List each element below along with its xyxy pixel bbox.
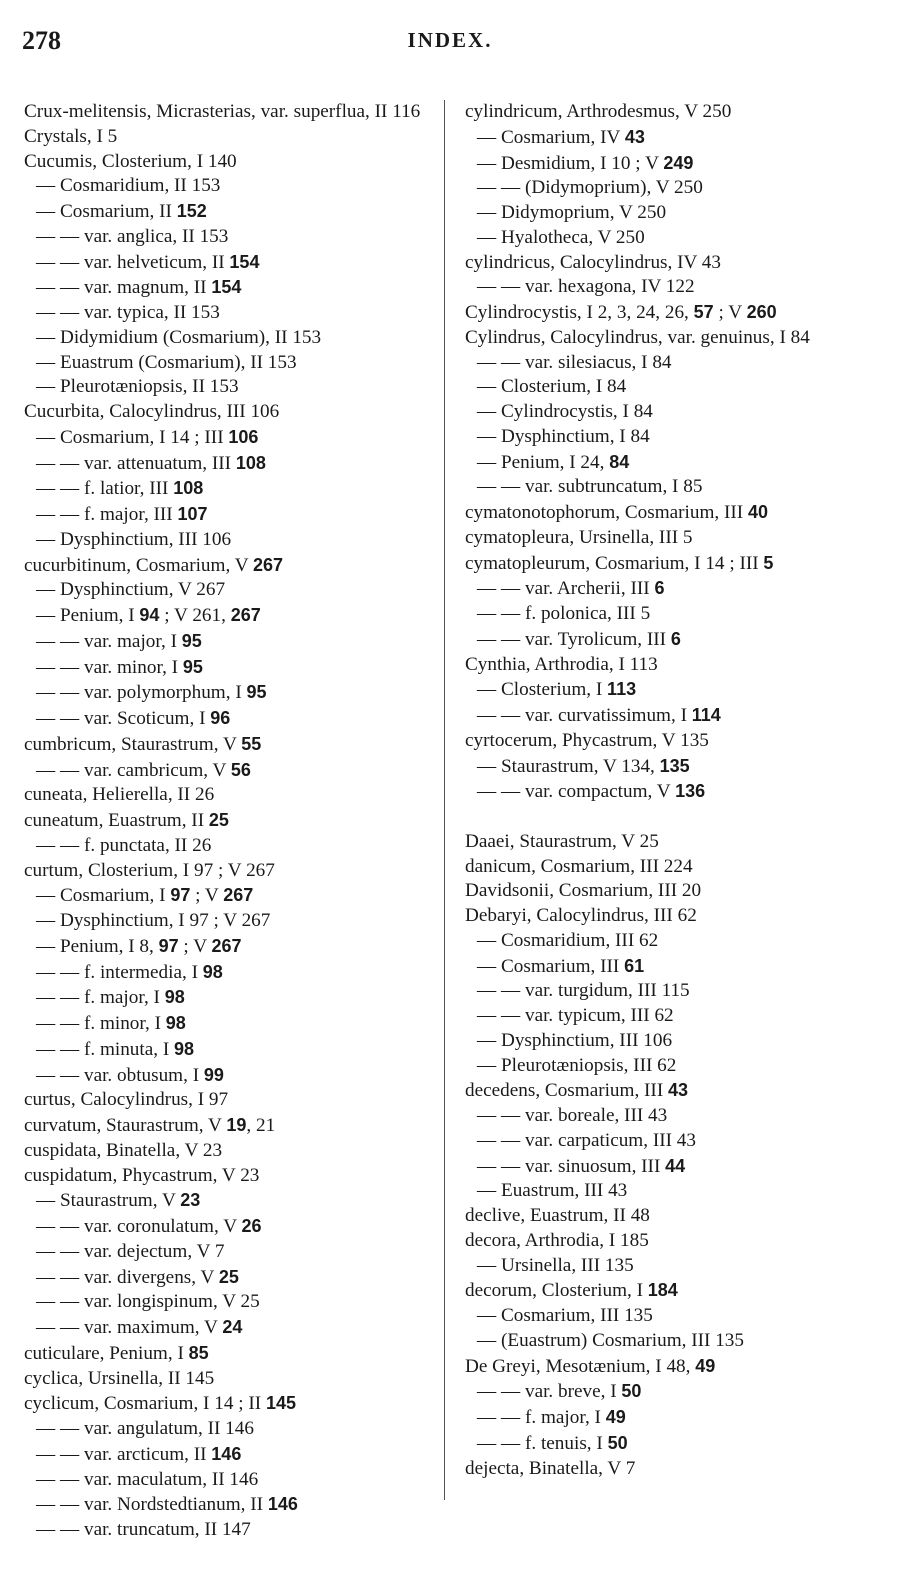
principal-page-ref: 23 [180,1190,201,1211]
entry-text: — — var. Archerii, III [477,578,655,600]
entry-text: decorum, Closterium, I [465,1280,648,1302]
entry-text: Crystals, I 5 [24,125,118,147]
index-entry [24,199,434,225]
principal-page-ref: 26 [241,1216,262,1236]
entry-text: danicum, Cosmarium, III 224 [465,855,693,877]
index-entry [24,502,434,528]
index-entry [465,300,875,326]
index-entry [465,1229,875,1254]
entry-text: — Closterium, I 84 [477,376,627,398]
entry-text: curtum, Closterium, I 97 ; V 267 [24,859,275,881]
index-entry [24,150,434,175]
entry-text: — Dysphinctium, I 84 [477,425,650,447]
index-entry [465,375,875,400]
index-entry [24,680,434,706]
principal-page-ref: 98 [174,1038,195,1059]
index-entry [24,1188,434,1214]
entry-text: — — var. minor, I [36,656,183,678]
entry-text: — — var. silesiacus, I 84 [477,351,672,373]
principal-page-ref: 57 [693,302,714,322]
entry-text: — — var. longispinum, V 25 [36,1291,260,1313]
index-entry [465,929,875,954]
index-entry [465,1278,875,1304]
entry-text: — Cosmaridium, III 62 [477,929,659,951]
index-entry [24,1417,434,1442]
index-entry [24,808,434,834]
entry-text: — — var. coronulatum, V [36,1216,242,1237]
index-entry [465,1379,875,1405]
index-entry [465,1304,875,1329]
index-entry [24,425,434,451]
entry-text: — — f. intermedia, I [36,961,203,983]
index-entry [24,1240,434,1265]
index-column-right [465,100,875,1481]
entry-text: cuspidatum, Phycastrum, V 23 [24,1164,260,1186]
entry-text: Cylindrus, Calocylindrus, var. genuinus, I 84 [465,326,810,348]
index-entry [24,732,434,758]
entry-text: — Dysphinctium, I 97 ; V 267 [36,910,271,931]
principal-page-ref: 97 [158,935,179,956]
entry-text: — Closterium, I [477,679,608,701]
index-entry [465,251,875,276]
entry-text: cyclica, Ursinella, II 145 [24,1367,215,1389]
principal-page-ref: 43 [624,126,645,147]
index-entry [465,326,875,351]
entry-text: — Desmidium, I 10 ; V [477,152,664,174]
principal-page-ref: 184 [647,1280,678,1301]
entry-text: — — var. Nordstedtianum, II [36,1494,268,1516]
entry-text: cuneata, Helierella, II 26 [24,784,215,806]
index-entry [465,1104,875,1129]
index-entry [24,1492,434,1518]
entry-text: — Cosmaridium, II 153 [36,175,221,197]
entry-text: — Euastrum, III 43 [477,1180,628,1202]
principal-page-ref: 98 [202,961,223,982]
index-entry [24,1214,434,1240]
entry-text: — Pleurotæniopsis, III 62 [477,1054,677,1076]
principal-page-ref: 98 [164,987,185,1008]
index-entry [465,1154,875,1180]
index-entry [465,1078,875,1104]
principal-page-ref: 113 [607,679,637,700]
index-entry [465,979,875,1004]
index-entry [24,985,434,1011]
entry-text: — — f. minor, I [36,1013,166,1034]
principal-page-ref: 154 [229,251,260,272]
index-entry [24,1139,434,1164]
entry-text: — — f. major, III [36,504,178,525]
entry-text: — Pleurotæniopsis, II 153 [36,376,239,398]
entry-text: — — var. anglica, II 153 [36,225,229,247]
index-entry [24,629,434,655]
entry-text: — Cosmarium, I [36,885,171,907]
index-entry [465,1029,875,1054]
entry-text: — — var. Scoticum, I [36,708,211,729]
index-entry [465,1254,875,1279]
principal-page-ref: 50 [621,1381,642,1402]
entry-text: — Penium, I [36,605,140,626]
principal-page-ref: 135 [659,755,690,776]
index-entry [24,275,434,301]
entry-text: — — var. angulatum, II 146 [36,1418,254,1439]
entry-text: Cucurbita, Calocylindrus, III 106 [24,401,280,422]
index-entry [24,351,434,376]
index-entry [465,602,875,627]
index-entry [24,1063,434,1089]
entry-text: — Hyalotheca, V 250 [477,226,645,248]
entry-text: — — var. helveticum, II [36,251,230,273]
index-entry [24,1367,434,1392]
principal-page-ref: 108 [173,478,204,499]
principal-page-ref: 97 [170,885,191,906]
index-entry [465,500,875,526]
index-entry [465,1405,875,1431]
principal-page-ref: 267 [253,554,284,575]
index-entry [465,677,875,703]
entry-text: — Cosmarium, IV [477,126,625,148]
entry-text: — — var. hexagona, IV 122 [477,276,695,298]
principal-page-ref: 154 [211,277,242,298]
index-entry [24,883,434,909]
entry-text: — (Euastrum) Cosmarium, III 135 [477,1329,744,1351]
entry-text: cuticulare, Penium, I [24,1342,189,1364]
entry-text: — — var. sinuosum, III [477,1155,666,1177]
entry-text: — — var. maximum, V [36,1317,223,1338]
entry-text: — — var. maculatum, II 146 [36,1468,259,1490]
index-entry [465,275,875,300]
principal-page-ref: 49 [695,1355,716,1376]
principal-page-ref: 49 [605,1407,626,1427]
index-entry [24,125,434,150]
entry-text: cylindricum, Arthrodesmus, V 250 [465,101,732,122]
entry-text: — Cosmarium, II [36,201,177,222]
index-entry [465,450,875,476]
index-entry [24,603,434,629]
index-entry [24,1341,434,1367]
index-entry [24,1011,434,1037]
index-entry [24,1518,434,1543]
entry-text: Cucumis, Closterium, I 140 [24,150,237,172]
principal-page-ref: 56 [230,759,251,780]
principal-page-ref: 25 [218,1266,239,1287]
index-entry [465,1129,875,1154]
principal-page-ref: 50 [607,1432,628,1453]
principal-page-ref: 95 [246,682,267,703]
entry-text: — — var. boreale, III 43 [477,1105,668,1126]
index-entry [24,1037,434,1063]
principal-page-ref: 108 [235,452,266,473]
index-entry [465,754,875,780]
principal-page-ref: 95 [181,630,202,651]
index-entry [24,1468,434,1493]
principal-page-ref: 260 [746,302,777,322]
entry-text: — — f. minuta, I [36,1038,175,1060]
principal-page-ref: 146 [211,1443,242,1464]
index-entry [465,201,875,226]
entry-text: Cylindrocystis, I 2, 3, 24, 26, [465,302,694,323]
entry-text: — Ursinella, III 135 [477,1254,634,1276]
principal-page-ref: 267 [230,605,261,625]
entry-text: — — var. breve, I [477,1381,622,1403]
index-entry [24,1164,434,1189]
index-entry [24,174,434,199]
index-entry [465,425,875,450]
entry-text: — Dysphinctium, III 106 [36,528,232,550]
entry-text: cumbricum, Staurastrum, V [24,733,242,755]
index-entry [465,830,875,855]
principal-page-ref: 107 [177,504,208,524]
index-column-left [24,100,434,1543]
principal-page-ref: 267 [223,885,254,906]
principal-page-ref: 44 [665,1155,686,1176]
index-entry [24,301,434,326]
entry-text: — Cosmarium, III 135 [477,1305,653,1326]
entry-text: — — f. tenuis, I [477,1432,608,1454]
index-entry [24,706,434,732]
index-entry [465,226,875,251]
entry-text: — — (Didymoprium), V 250 [477,177,703,199]
index-entry [24,400,434,425]
principal-page-ref: 6 [670,628,681,649]
principal-page-ref: 114 [691,705,721,725]
index-entry [24,934,434,960]
entry-text: — — var. major, I [36,630,182,652]
index-entry [24,758,434,784]
entry-text: — — var. obtusum, I [36,1064,204,1086]
principal-page-ref: 249 [663,152,694,173]
entry-text: — Penium, I 24, [477,451,610,473]
principal-page-ref: 146 [267,1494,298,1515]
entry-text: cylindricus, Calocylindrus, IV 43 [465,251,721,273]
index-entry [465,100,875,125]
index-entry [24,1315,434,1341]
entry-text: — — var. curvatissimum, I [477,705,692,726]
entry-text: declive, Euastrum, II 48 [465,1205,650,1226]
index-entry [465,576,875,602]
index-entry [465,1204,875,1229]
index-entry [24,1391,434,1417]
principal-page-ref: 267 [211,935,242,956]
entry-text: — — var. turgidum, III 115 [477,980,690,1002]
index-entry [465,954,875,980]
index-entry [465,703,875,729]
entry-text: — Didymoprium, V 250 [477,202,667,223]
principal-page-ref: 25 [208,810,229,830]
entry-text: — — var. attenuatum, III [36,452,236,474]
index-entry [465,526,875,551]
entry-text: — — f. major, I [477,1407,606,1428]
index-entry [465,1329,875,1354]
index-entry [24,1290,434,1315]
index-entry [24,476,434,502]
index-entry [24,655,434,681]
entry-text: decedens, Cosmarium, III [465,1080,669,1102]
entry-text: , 21 [246,1115,276,1136]
entry-text: — — f. punctata, II 26 [36,834,212,856]
principal-page-ref: 94 [139,605,160,625]
entry-text: cymatonotophorum, Cosmarium, III [465,502,748,523]
entry-text: — Staurastrum, V 134, [477,755,660,777]
principal-page-ref: 61 [624,955,645,976]
column-divider [444,100,445,1500]
index-entry [465,1457,875,1482]
principal-page-ref: 43 [668,1080,689,1101]
index-entry [465,855,875,880]
index-entry [24,528,434,553]
entry-text: dejecta, Binatella, V 7 [465,1457,636,1479]
index-entry [24,225,434,250]
entry-text: Crux-melitensis, Micrasterias, var. superflua, II 116 [24,101,421,122]
entry-text: — — var. carpaticum, III 43 [477,1129,696,1151]
index-entry [24,783,434,808]
index-entry [24,1265,434,1291]
entry-text: curtus, Calocylindrus, I 97 [24,1089,229,1111]
index-entry [465,1004,875,1029]
entry-text: — — var. cambricum, V [36,759,231,781]
entry-text: cucurbitinum, Cosmarium, V [24,554,253,576]
entry-text: — — var. magnum, II [36,277,212,299]
entry-text: — Staurastrum, V [36,1190,181,1212]
principal-page-ref: 40 [747,502,769,522]
entry-text: — — var. Tyrolicum, III [477,628,671,650]
entry-text: Daaei, Staurastrum, V 25 [465,830,659,852]
index-entry [24,451,434,477]
principal-page-ref: 152 [176,201,207,221]
principal-page-ref: 85 [188,1342,209,1363]
index-entry [24,100,434,125]
page-header [22,26,878,60]
index-entry [465,125,875,151]
entry-text: cyrtocerum, Phycastrum, V 135 [465,729,709,751]
entry-text: cuspidata, Binatella, V 23 [24,1139,223,1161]
entry-text: — — var. typica, II 153 [36,302,220,323]
index-entry [24,834,434,859]
index-entry [465,729,875,754]
entry-text: ; V [713,302,747,323]
index-entry [24,1442,434,1468]
principal-page-ref: 84 [609,451,630,472]
entry-text: ; V 261, [159,605,231,626]
entry-text: — — var. truncatum, II 147 [36,1519,251,1540]
index-entry [465,551,875,577]
entry-text: Debaryi, Calocylindrus, III 62 [465,905,697,926]
index-entry [24,960,434,986]
entry-text: Cynthia, Arthrodia, I 113 [465,653,658,675]
entry-text: cymatopleurum, Cosmarium, I 14 ; III [465,552,764,574]
index-entry [24,553,434,579]
entry-text: — — f. major, I [36,987,165,1009]
entry-text: — Cosmarium, III [477,955,625,977]
index-entry [465,1054,875,1079]
entry-text: — — var. polymorphum, I [36,682,247,704]
entry-text: cyclicum, Cosmarium, I 14 ; II [24,1393,266,1415]
entry-text: — Cylindrocystis, I 84 [477,401,653,422]
index-entry [24,859,434,884]
entry-text: — — f. polonica, III 5 [477,603,651,624]
index-entry [465,1431,875,1457]
principal-page-ref: 99 [203,1064,224,1085]
entry-text: — Didymidium (Cosmarium), II 153 [36,326,322,348]
index-entry [24,909,434,934]
index-entry [465,1354,875,1380]
index-entry [24,375,434,400]
index-entry [465,1179,875,1204]
principal-page-ref: 98 [165,1013,186,1033]
index-entry [465,904,875,929]
page-title: INDEX. [407,28,493,52]
principal-page-ref: 19 [226,1115,247,1135]
principal-page-ref: 5 [763,552,774,573]
entry-text: — Euastrum (Cosmarium), II 153 [36,351,297,373]
entry-text: curvatum, Staurastrum, V [24,1115,227,1136]
index-entry [465,653,875,678]
entry-text: De Greyi, Mesotænium, I 48, [465,1355,696,1377]
entry-text: — — var. subtruncatum, I 85 [477,476,703,498]
entry-text: cuneatum, Euastrum, II [24,810,209,831]
principal-page-ref: 106 [228,426,259,447]
entry-text: — — f. latior, III [36,478,174,500]
entry-text: — — var. typicum, III 62 [477,1005,674,1026]
entry-text: — — var. divergens, V [36,1266,219,1288]
entry-text: — Cosmarium, I 14 ; III [36,426,229,448]
principal-page-ref: 96 [210,708,231,728]
entry-text: — Dysphinctium, III 106 [477,1029,673,1051]
index-entry [24,1113,434,1139]
index-entry [465,879,875,904]
index-entry [24,1088,434,1113]
entry-text: ; V [178,935,212,957]
entry-text: — — var. compactum, V [477,781,676,803]
principal-page-ref: 136 [675,781,706,802]
principal-page-ref: 6 [654,578,665,599]
index-entry [465,400,875,425]
principal-page-ref: 24 [222,1317,243,1337]
entry-text: ; V [190,885,224,907]
principal-page-ref: 95 [182,656,203,677]
page-number: 278 [22,26,61,55]
index-entry [24,250,434,276]
entry-text: cymatopleura, Ursinella, III 5 [465,526,693,548]
index-entry [465,475,875,500]
index-entry [24,578,434,603]
index-entry [465,351,875,376]
principal-page-ref: 55 [241,733,262,754]
index-entry [465,779,875,805]
entry-text: — Penium, I 8, [36,935,159,957]
entry-text: — — var. dejectum, V 7 [36,1240,225,1262]
entry-text: Davidsonii, Cosmarium, III 20 [465,880,702,902]
index-entry [465,627,875,653]
entry-text: decora, Arthrodia, I 185 [465,1229,649,1251]
entry-text: — Dysphinctium, V 267 [36,579,226,601]
entry-text: — — var. arcticum, II [36,1443,212,1465]
index-entry [465,151,875,177]
index-entry [465,176,875,201]
index-entry [24,326,434,351]
principal-page-ref: 145 [265,1393,296,1414]
